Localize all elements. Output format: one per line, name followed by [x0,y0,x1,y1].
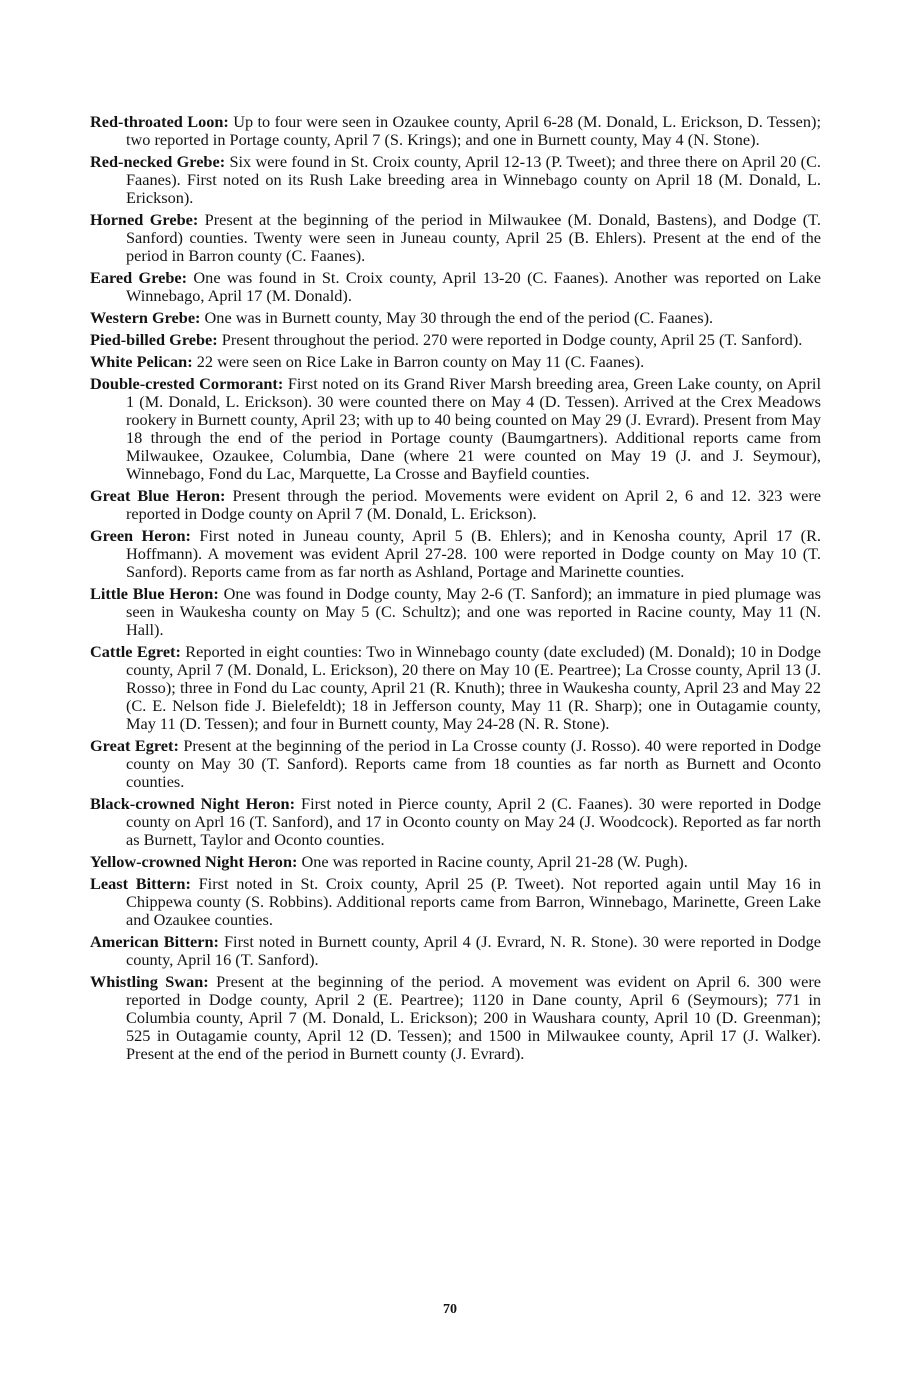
species-entry-pied-billed-grebe [90,331,821,349]
species-account-text: First noted in Burnett county, April 4 (J. Evrard, N. R. Stone). 30 were reported in Dodge county, April 16 (T. Sanford). [126,932,821,969]
species-account-text: First noted in Pierce county, April 2 (C. Faanes). 30 were reported in Dodge county on Aprl 16 (T. Sanford), and 17 in Oconto county on May 24 (J. Woodcock). Reported as far north as Burnett, Taylor and Oconto counties. [126,794,821,849]
species-account-text: Present at the beginning of the period in Milwaukee (M. Donald, Bastens), and Dodge (T. Sanford) counties. Twenty were seen in Juneau county, April 25 (B. Ehlers). Present at the end of the period in Barron county (C. Faanes). [126,210,821,265]
species-name: Great Egret: [90,736,179,755]
species-name: Whistling Swan: [90,972,209,991]
species-name: American Bittern: [90,932,219,951]
species-account-text: First noted in St. Croix county, April 25 (P. Tweet). Not reported again until May 16 in Chippewa county (S. Robbins). Additional reports came from Barron, Winnebago, Marinette, Green Lake and Ozaukee counties. [126,874,821,929]
species-name: Horned Grebe: [90,210,199,229]
species-entry-great-blue-heron [90,487,821,523]
species-entry-yellow-crowned-night-heron [90,853,821,871]
species-name: Great Blue Heron: [90,486,226,505]
species-entry-western-grebe [90,309,821,327]
species-account-text: Present through the period. Movements were evident on April 2, 6 and 12. 323 were reported in Dodge county on April 7 (M. Donald, L. Erickson). [126,486,821,523]
species-name: Little Blue Heron: [90,584,219,603]
species-account-text: 22 were seen on Rice Lake in Barron county on May 11 (C. Faanes). [192,352,645,371]
species-entry-horned-grebe [90,211,821,265]
species-name: Black-crowned Night Heron: [90,794,296,813]
species-entry-whistling-swan [90,973,821,1063]
species-entry-green-heron [90,527,821,581]
species-name: Western Grebe: [90,308,201,327]
species-entry-black-crowned-night-heron [90,795,821,849]
species-entry-red-necked-grebe [90,153,821,207]
species-name: Green Heron: [90,526,191,545]
species-account-text: Present throughout the period. 270 were reported in Dodge county, April 25 (T. Sanford). [217,330,803,349]
species-account-list [90,113,821,1067]
species-entry-american-bittern [90,933,821,969]
species-account-text: Present at the beginning of the period in La Crosse county (J. Rosso). 40 were reported in Dodge county on May 30 (T. Sanford). Reports came from 18 counties as far north as Burnett and Oconto counties. [126,736,821,791]
species-entry-white-pelican [90,353,821,371]
species-entry-cattle-egret [90,643,821,733]
species-name: Yellow-crowned Night Heron: [90,852,298,871]
species-entry-least-bittern [90,875,821,929]
species-name: Red-throated Loon: [90,112,229,131]
species-name: Double-crested Cormorant: [90,374,284,393]
species-account-text: Reported in eight counties: Two in Winnebago county (date excluded) (M. Donald); 10 in Dodge county, April 7 (M. Donald, L. Erickson), 20 there on May 10 (E. Peartree); La Crosse county, April 13 (J. Rosso); three in Fond du Lac county, April 21 (R. Knuth); three in Waukesha county, April 23 and May 22 (C. E. Nelson fide J. Bielefeldt); 18 in Jefferson county, May 11 (R. Sharp); one in Outagamie county, May 11 (D. Tessen); and four in Burnett county, May 24-28 (N. R. Stone). [126,642,821,733]
species-name: Red-necked Grebe: [90,152,226,171]
species-account-text: Present at the beginning of the period. A movement was evident on April 6. 300 were reported in Dodge county, April 2 (E. Peartree); 1120 in Dane county, April 6 (Seymours); 771 in Columbia county, April 7 (M. Donald, L. Erickson); 200 in Waushara county, April 10 (D. Greenman); 525 in Outagamie county, April 12 (D. Tessen); and 1500 in Milwaukee county, April 17 (J. Walker). Present at the end of the period in Burnett county (J. Evrard). [126,972,821,1063]
species-name: Eared Grebe: [90,268,188,287]
species-name: Least Bittern: [90,874,191,893]
species-entry-red-throated-loon [90,113,821,149]
page-number: 70 [443,1302,457,1317]
species-name: Pied-billed Grebe: [90,330,218,349]
species-account-text: First noted in Juneau county, April 5 (B. Ehlers); and in Kenosha county, April 17 (R. Hoffmann). A movement was evident April 27-28. 100 were reported in Dodge county on May 10 (T. Sanford). Reports came from as far north as Ashland, Portage and Marinette counties. [126,526,821,581]
species-entry-great-egret [90,737,821,791]
species-account-text: One was found in St. Croix county, April 13-20 (C. Faanes). Another was reported on Lake Winnebago, April 17 (M. Donald). [126,268,821,305]
species-account-text: One was reported in Racine county, April 21-28 (W. Pugh). [297,852,688,871]
species-name: White Pelican: [90,352,193,371]
species-entry-little-blue-heron [90,585,821,639]
species-entry-eared-grebe [90,269,821,305]
species-account-text: One was in Burnett county, May 30 through the end of the period (C. Faanes). [200,308,714,327]
species-account-text: Up to four were seen in Ozaukee county, April 6-28 (M. Donald, L. Erickson, D. Tessen); two reported in Portage county, April 7 (S. Krings); and one in Burnett county, May 4 (N. Stone). [126,112,821,149]
species-account-text: First noted on its Grand River Marsh breeding area, Green Lake county, on April 1 (M. Donald, L. Erickson). 30 were counted there on May 4 (D. Tessen). Arrived at the Crex Meadows rookery in Burnett county, April 23; with up to 40 being counted on May 29 (J. Evrard). Present from May 18 through the end of the period in Portage county (Baumgartners). Additional reports came from Milwaukee, Ozaukee, Columbia, Dane (where 21 were counted on May 19 (J. and J. Seymour), Winnebago, Fond du Lac, Marquette, La Crosse and Bayfield counties. [126,374,821,483]
species-entry-double-crested-cormorant [90,375,821,483]
species-account-text: Six were found in St. Croix county, April 12-13 (P. Tweet); and three there on April 20 (C. Faanes). First noted on its Rush Lake breeding area in Winnebago county on April 18 (M. Donald, L. Erickson). [126,152,821,207]
species-name: Cattle Egret: [90,642,181,661]
species-account-text: One was found in Dodge county, May 2-6 (T. Sanford); an immature in pied plumage was seen in Waukesha county on May 5 (C. Schultz); and one was reported in Racine county, May 11 (N. Hall). [126,584,821,639]
